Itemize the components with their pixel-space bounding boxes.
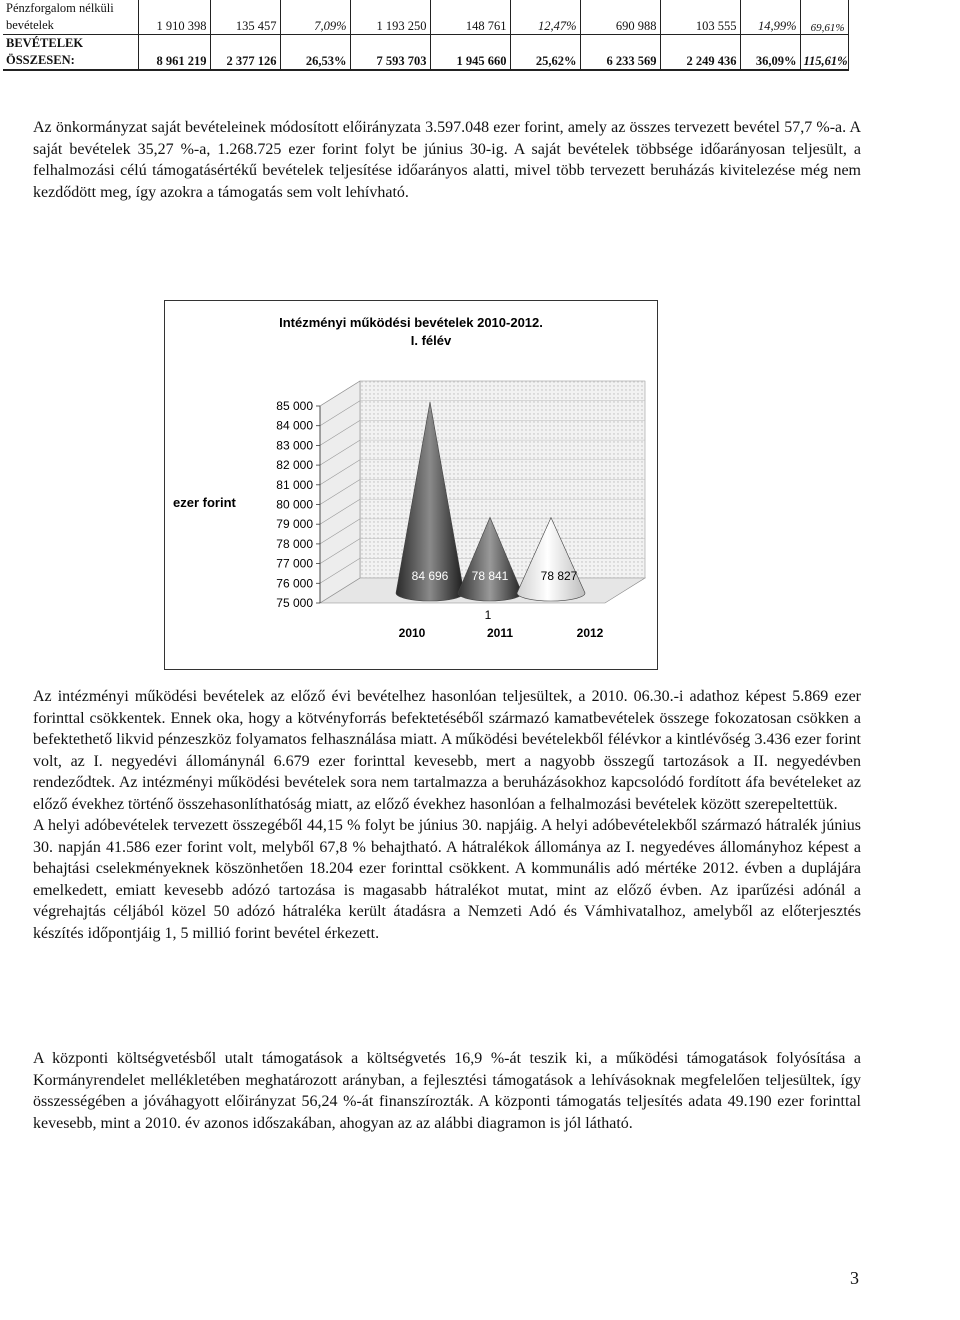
table-row	[3, 0, 848, 35]
table-cell: 2 377 126	[210, 35, 280, 71]
page-number: 3	[850, 1268, 859, 1288]
y-tick-label: 83 000	[276, 438, 313, 453]
table-cell: 8 961 219	[138, 35, 210, 71]
row-label: Pénzforgalom nélküli bevételek	[3, 0, 138, 35]
data-label: 78 827	[540, 569, 578, 583]
table-cell: 1 945 660	[430, 35, 510, 71]
paragraph-text: Az intézményi működési bevételek az előző évi bevételhez hasonlóan teljesültek, a 2010. 06.30.-i adathoz képest 5.869 ezer forinttal csökkentek. Ennek oka, hogy a kötvényforrás befektetéséből származó kamatbevételek összege fokozatosan csökken a befektethető likvid pénzeszköz folyamatos felhasználása miatt. A működési bevételekből félévkor a kintlévőség 3.436 ezer forint volt, az I. negyedévi állománynál 6.679 ezer forinttal kevesebb, mert a nagyobb összegű tartozások a II. negyedévben rendeződtek. Az intézményi működési bevételek sora nem tartalmazza a beruházásokhoz kapcsolódó fordított áfa bevételeket az előző évekhez történő összehasonlíthatóság miatt, az előző évekhez hasonlóan a felhalmozási bevételek között szerepeltettük.	[33, 688, 861, 813]
x-tick-label: 2010	[398, 626, 426, 640]
y-tick-label: 81 000	[276, 477, 313, 492]
y-tick-label: 79 000	[276, 517, 313, 532]
x-tick-label: 2011	[486, 626, 514, 640]
table-cell: 14,99%	[740, 0, 800, 35]
table-cell: 36,09%	[740, 35, 800, 71]
series-label: 1	[484, 608, 492, 622]
table-cell: 148 761	[430, 0, 510, 35]
data-label: 78 841	[471, 569, 509, 583]
table-cell: 69,61%	[800, 0, 848, 35]
table-cell: 7 593 703	[350, 35, 430, 71]
table-cell: 7,09%	[280, 0, 350, 35]
y-tick-label: 77 000	[276, 556, 313, 571]
table-cell: 26,53%	[280, 35, 350, 71]
chart-canvas	[165, 301, 657, 669]
y-axis-label: ezer forint	[173, 495, 236, 510]
table-cell: 690 988	[580, 0, 660, 35]
table-cell: 135 457	[210, 0, 280, 35]
y-tick-label: 82 000	[276, 458, 313, 473]
table-cell: 2 249 436	[660, 35, 740, 71]
y-tick-label: 78 000	[276, 536, 313, 551]
y-tick-label: 76 000	[276, 576, 313, 591]
paragraph-text: Az önkormányzat saját bevételeinek módosított előirányzata 3.597.048 ezer forint, amely az összes tervezett bevétel 57,7 %-a. A saját bevételek 35,27 %-a, 1.268.725 ezer forint folyt be június 30-ig. A saját bevételek többsége időarányosan teljesült, a felhalmozási célú támogatásértékű bevételek teljesítése időarányos alatti, mivel több tervezett beruházás kivitelezése még nem kezdődött meg, így azokra a támogatás sem volt lehívható.	[33, 119, 861, 201]
paragraph-text: A központi költségvetésből utalt támogatások a költségvetés 16,9 %-át teszik ki, a működési támogatások folyósítása a Kormányrendelet mellékletében meghatározott arányban, a fejlesztési támogatások a lehívásoknak megfelelően teljesültek, így összességében a jóváhagyott előirányzat 56,24 %-át finanszírozták. A központi támogatás teljesítés adata 49.190 ezer forinttal kevesebb, mint a 2010. év azonos időszakában, ahogyan az az alábbi diagramon is jól látható.	[33, 1050, 861, 1132]
y-tick-label: 84 000	[276, 418, 313, 433]
paragraph-central-support	[33, 1048, 861, 1134]
revenue-table	[3, 0, 849, 71]
y-tick-label: 80 000	[276, 497, 313, 512]
y-tick-label: 75 000	[276, 596, 313, 610]
row-label: BEVÉTELEK ÖSSZESEN:	[3, 35, 138, 71]
institutional-revenue-chart	[164, 300, 658, 670]
table-cell: 25,62%	[510, 35, 580, 71]
table-cell: 115,61%	[800, 35, 848, 71]
table-row	[3, 35, 848, 71]
chart-subtitle: I. félév	[410, 333, 452, 348]
x-tick-label: 2012	[576, 626, 604, 640]
paragraph-text: A helyi adóbevételek tervezett összegéből 44,15 % folyt be június 30. napjáig. A helyi adóbevételekből származó hátralék június 30. napján 41.586 ezer forint volt, melyből 67,8 % behajtható. A hátralékok állománya az I. negyedéves állományhoz képest a behajtási cselekményeknek köszönhetően 18.204 ezer forinttal csökkent. A kommunális adó mértéke 2012. évben a duplájára emelkedett, emiatt kevesebb adózó tartozása is magasabb hátralékot mutat, mint az előző évben. Az iparűzési adónál a végrehajtás céljából közel 50 adózó hátraléka került átadásra a Nemzeti Adó és Vámhivatalhoz, amelyből az előterjesztés készítés időpontjáig 1, 5 millió forint bevétel érkezett.	[33, 817, 861, 942]
table-cell: 1 193 250	[350, 0, 430, 35]
table-cell: 12,47%	[510, 0, 580, 35]
table-cell: 1 910 398	[138, 0, 210, 35]
table-cell: 6 233 569	[580, 35, 660, 71]
x-axis	[399, 626, 604, 640]
y-tick-label: 85 000	[276, 399, 313, 413]
table-cell: 103 555	[660, 0, 740, 35]
data-label: 84 696	[411, 569, 449, 583]
paragraph-institutional	[33, 686, 861, 944]
chart-title: Intézményi működési bevételek 2010-2012.	[279, 315, 543, 330]
paragraph-own-revenues	[33, 117, 861, 203]
